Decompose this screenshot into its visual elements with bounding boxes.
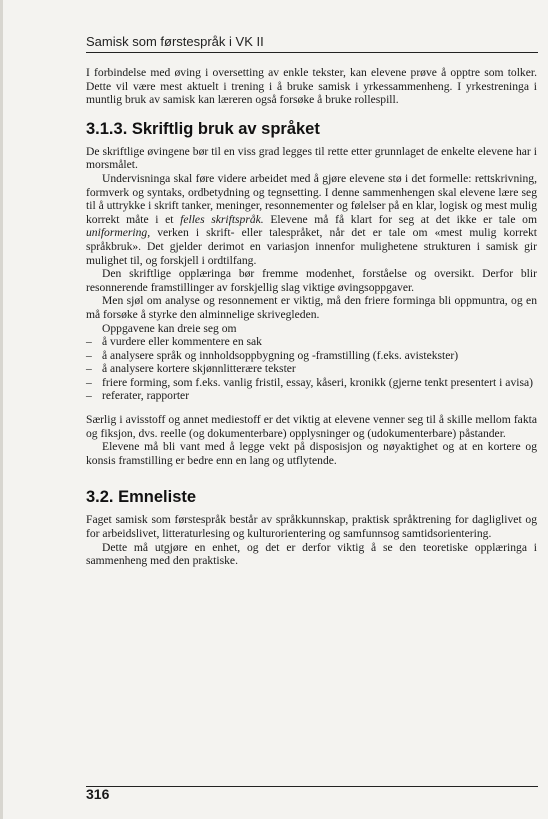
list-item-text: å analysere språk og innholdsoppbygning og -framstilling (f.eks. avistekster) (102, 348, 459, 362)
header-rule (86, 52, 538, 53)
italic-term: uniformering, (86, 226, 151, 240)
paragraph: Den skriftlige opplæringa bør fremme modenhet, forståelse og oversikt. Derfor blir resonnerende framstillinger av forskjellig slag viktige øvingsoppgaver. (86, 267, 537, 294)
running-head: Samisk som førstespråk i VK II (86, 34, 264, 49)
body-text (86, 66, 537, 568)
page-edge-shadow (0, 0, 3, 819)
paragraph: Oppgavene kan dreie seg om (102, 321, 237, 335)
list-item-text: å vurdere eller kommentere en sak (102, 335, 262, 349)
spacer (86, 403, 537, 413)
paragraph: Dette må utgjøre en enhet, og det er derfor viktig å se den teoretiske opplæringa i sammenheng med den praktiske. (86, 540, 537, 568)
section-heading-3-1-3: 3.1.3. Skriftlig bruk av språket (86, 119, 320, 138)
paragraph: Elevene må bli vant med å legge vekt på disposisjon og nøyaktighet og at en kortere og konsis framstilling er bedre enn en lang og utflytende. (86, 440, 537, 467)
dash-bullet: – (86, 335, 92, 349)
text-run: verken i skrift- eller talespråket, når det er tale om «mest mulig korrekt språkbruk». Det gjelder derimot en variasjon innenfor mulighetene strukturen i samisk gir mulighet til, og forskjell i ordtilfang. (86, 226, 537, 267)
list-item (86, 376, 537, 390)
paragraph: Særlig i avisstoff og annet mediestoff er det viktig at elevene venner seg til å skille mellom fakta og fiksjon, dvs. reelle (og dokumenterbare) opplysninger og (udokumenterbare) påstander. (86, 413, 537, 440)
paragraph: De skriftlige øvingene bør til en viss grad legges til rette etter grunnlaget de enkelte elevene har i morsmålet. (86, 144, 537, 172)
text-run: Undervisninga skal føre videre arbeidet med å gjøre elevene stø i det formelle: rettskrivning, formverk og syntaks, ordbetydning og tegnsetting. I denne sammenhengen skal elevene lære seg til å uttrykke i skrift tanker, meninger, resonnementer og følelser på en klar, logisk og mest mulig korrekt måte i et (86, 171, 537, 226)
list-item (86, 362, 537, 376)
list-item (86, 335, 537, 349)
list-item-text: referater, rapporter (102, 389, 190, 403)
text-run: Elevene må få klart for seg at det ikke er tale om (263, 212, 537, 226)
dash-bullet: – (86, 389, 92, 403)
task-list (86, 335, 537, 403)
section-heading-3-2: 3.2. Emneliste (86, 488, 197, 507)
paragraph (86, 172, 537, 267)
list-item (86, 389, 537, 403)
dash-bullet: – (86, 362, 92, 376)
footer-rule (86, 786, 538, 787)
list-item-text: friere forming, som f.eks. vanlig fristil, essay, kåseri, kronikk (gjerne tenkt presentert i avisa) (102, 375, 533, 389)
list-item (86, 349, 537, 363)
paragraph: Faget samisk som førstespråk består av språkkunnskap, praktisk språktrening for dagliglivet og for arbeidslivet, litteraturlesing og kulturorientering og samfunnsog samtidsorientering. (86, 513, 537, 541)
dash-bullet: – (86, 375, 92, 389)
page-number: 316 (86, 786, 110, 802)
intro-paragraph: I forbindelse med øving i oversetting av enkle tekster, kan elevene prøve å opptre som tolker. Dette vil være mest aktuelt i trening i å bruke samisk i yrkessammenheng. I yrkestreninga i muntlig bruk av samisk kan læreren også forsøke å bruke rollespill. (86, 66, 537, 107)
italic-term: felles skriftspråk. (180, 212, 264, 226)
list-item-text: å analysere kortere skjønnlitterære tekster (102, 362, 296, 376)
paragraph: Men sjøl om analyse og resonnement er viktig, må den friere forminga bli oppmuntra, og en må forsøke å styrke den alminnelige skrivegleden. (86, 294, 537, 321)
dash-bullet: – (86, 348, 92, 362)
